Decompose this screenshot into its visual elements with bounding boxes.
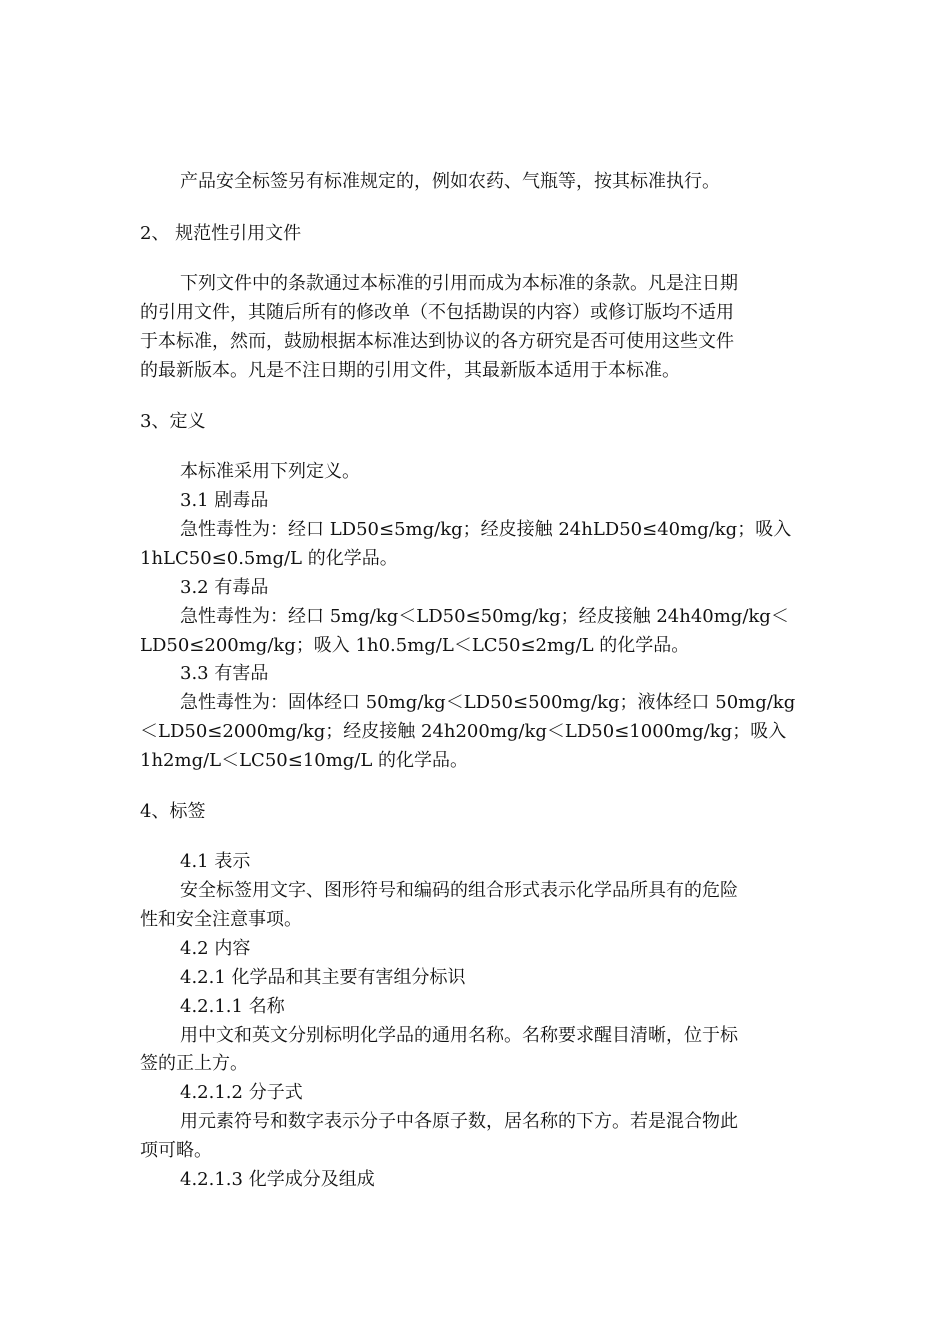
section-3-heading: 3、定义 (140, 411, 206, 432)
clause-4-2-1-title: 4.2.1 化学品和其主要有害组分标识 (180, 967, 466, 988)
section-2-heading: 2、 规范性引用文件 (140, 223, 302, 244)
section-2-paragraph-line: 下列文件中的条款通过本标准的引用而成为本标准的条款。凡是注日期 (180, 273, 738, 294)
clause-4-1-title: 4.1 表示 (180, 851, 251, 872)
clause-4-2-1-2-text-line: 用元素符号和数字表示分子中各原子数，居名称的下方。若是混合物此 (180, 1111, 738, 1132)
section-2-paragraph-line: 的引用文件，其随后所有的修改单（不包括勘误的内容）或修订版均不适用 (140, 302, 734, 323)
definition-3-3-title: 3.3 有害品 (180, 663, 269, 684)
section-4-heading: 4、标签 (140, 801, 206, 822)
definition-3-3-text-line: 急性毒性为：固体经口 50mg/kg＜LD50≤500mg/kg；液体经口 50mg/kg (180, 692, 796, 713)
clause-4-2-1-2-text-line: 项可略。 (140, 1140, 212, 1161)
definition-3-3-text-line: 1h2mg/L＜LC50≤10mg/L 的化学品。 (140, 750, 469, 771)
definition-3-1-title: 3.1 剧毒品 (180, 490, 269, 511)
section-2-paragraph-line: 于本标准，然而，鼓励根据本标准达到协议的各方研究是否可使用这些文件 (140, 331, 734, 352)
definition-3-1-text-line: 急性毒性为：经口 LD50≤5mg/kg；经皮接触 24hLD50≤40mg/kg；吸入 (180, 519, 792, 540)
definition-3-3-text-line: ＜LD50≤2000mg/kg；经皮接触 24h200mg/kg＜LD50≤1000mg/kg；吸入 (140, 721, 787, 742)
definition-3-2-text-line: 急性毒性为：经口 5mg/kg＜LD50≤50mg/kg；经皮接触 24h40mg/kg＜ (180, 606, 789, 627)
clause-4-1-text-line: 性和安全注意事项。 (140, 909, 302, 930)
clause-4-2-1-2-title: 4.2.1.2 分子式 (180, 1082, 303, 1103)
clause-4-2-1-1-title: 4.2.1.1 名称 (180, 996, 285, 1017)
clause-4-2-1-3-title: 4.2.1.3 化学成分及组成 (180, 1169, 375, 1190)
intro-paragraph: 产品安全标签另有标准规定的，例如农药、气瓶等，按其标准执行。 (180, 171, 720, 192)
definition-3-2-text-line: LD50≤200mg/kg；吸入 1h0.5mg/L＜LC50≤2mg/L 的化学品。 (140, 635, 690, 656)
clause-4-2-1-1-text-line: 签的正上方。 (140, 1053, 248, 1074)
clause-4-2-title: 4.2 内容 (180, 938, 251, 959)
definition-3-1-text-line: 1hLC50≤0.5mg/L 的化学品。 (140, 548, 398, 569)
section-2-paragraph-line: 的最新版本。凡是不注日期的引用文件，其最新版本适用于本标准。 (140, 360, 680, 381)
definition-3-2-title: 3.2 有毒品 (180, 577, 269, 598)
clause-4-2-1-1-text-line: 用中文和英文分别标明化学品的通用名称。名称要求醒目清晰，位于标 (180, 1025, 738, 1046)
section-3-intro: 本标准采用下列定义。 (180, 461, 360, 482)
clause-4-1-text-line: 安全标签用文字、图形符号和编码的组合形式表示化学品所具有的危险 (180, 880, 738, 901)
